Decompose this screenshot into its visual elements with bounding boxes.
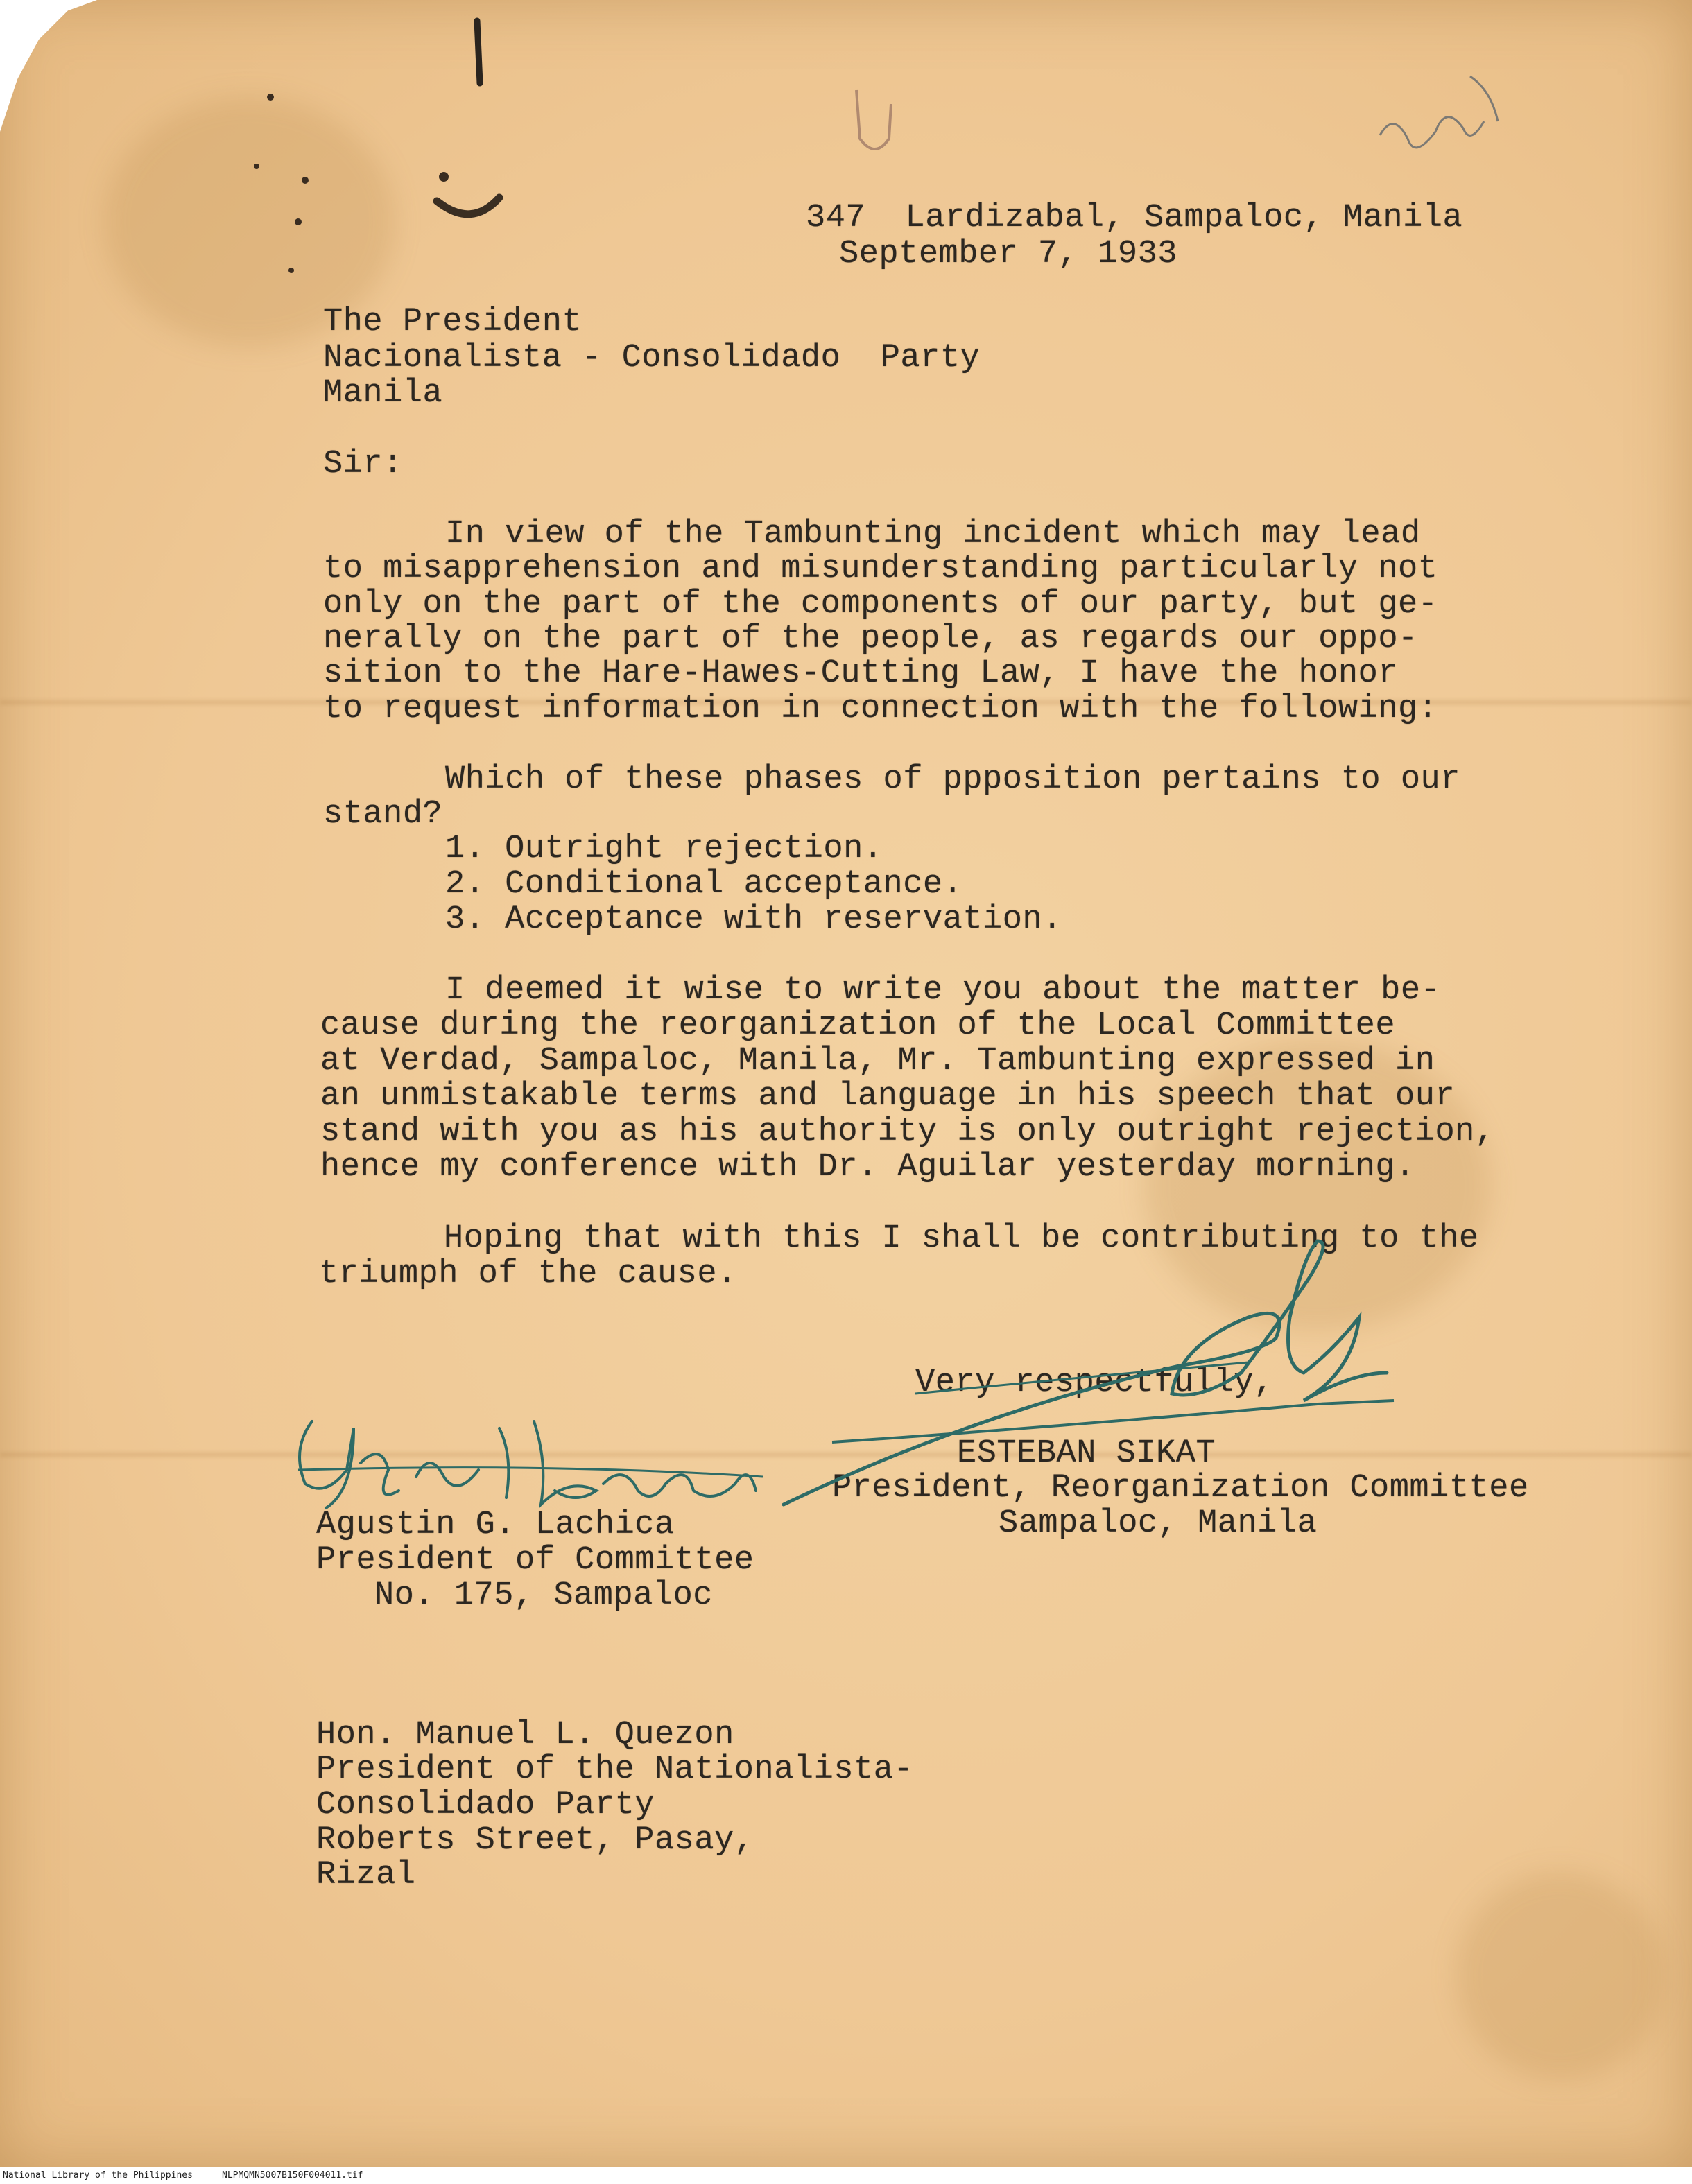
body-line: triumph of the cause. [319, 1256, 737, 1292]
inside-address-line: The President [323, 304, 582, 340]
body-line: only on the part of the components of our party, but ge- [323, 586, 1438, 623]
option-item: 2. Conditional acceptance. [445, 866, 963, 903]
signatory-right-place: Sampaloc, Manila [999, 1505, 1318, 1542]
question-line: stand? [323, 796, 443, 833]
option-item: 1. Outright rejection. [445, 831, 883, 867]
fold-crease [0, 1453, 1692, 1457]
body-line: I deemed it wise to write you about the matter be- [445, 972, 1441, 1009]
addressee-line: Rizal [316, 1857, 416, 1893]
body-line: Hoping that with this I shall be contributing to the [444, 1220, 1479, 1257]
body-line: In view of the Tambunting incident which may lead [445, 516, 1421, 553]
body-line: stand with you as his authority is only outright rejection, [320, 1113, 1495, 1150]
sender-address: 347 Lardizabal, Sampaloc, Manila [806, 200, 1463, 236]
archive-file-id: NLPMQMN5007B150F004011.tif [222, 2170, 363, 2181]
body-line: an unmistakable terms and language in his speech that our [320, 1078, 1456, 1115]
body-line: to misapprehension and misunderstanding particularly not [323, 551, 1438, 587]
question-line: Which of these phases of ppposition pertains to our [445, 761, 1460, 798]
body-line: sition to the Hare-Hawes-Cutting Law, I have the honor [323, 655, 1399, 692]
signatory-right-name: ESTEBAN SIKAT [957, 1435, 1216, 1472]
signatory-left-place: No. 175, Sampaloc [374, 1577, 713, 1614]
complimentary-close: Very respectfully, [915, 1364, 1274, 1401]
body-line: hence my conference with Dr. Aguilar yesterday morning. [320, 1149, 1415, 1186]
letter-date: September 7, 1933 [839, 236, 1177, 272]
inside-address-line: Nacionalista - Consolidado Party [323, 340, 981, 376]
signatory-right-title: President, Reorganization Committee [832, 1470, 1529, 1507]
archive-library-caption: National Library of the Philippines [3, 2170, 193, 2181]
addressee-line: Consolidado Party [316, 1787, 655, 1823]
signatory-left-name: Agustin G. Lachica [316, 1507, 675, 1543]
addressee-line: Hon. Manuel L. Quezon [316, 1717, 734, 1753]
inside-address-line: Manila [323, 375, 443, 412]
body-line: at Verdad, Sampaloc, Manila, Mr. Tambunting expressed in [320, 1043, 1435, 1080]
salutation: Sir: [323, 446, 403, 483]
paper-stain [1456, 1872, 1664, 2080]
addressee-line: President of the Nationalista- [316, 1751, 914, 1788]
signatory-left-title: President of Committee [316, 1542, 754, 1579]
torn-corner [0, 0, 97, 132]
option-item: 3. Acceptance with reservation. [445, 901, 1062, 938]
body-line: cause during the reorganization of the Local Committee [320, 1007, 1396, 1044]
addressee-line: Roberts Street, Pasay, [316, 1822, 754, 1859]
body-line: to request information in connection with the following: [323, 691, 1438, 727]
body-line: nerally on the part of the people, as regards our oppo- [323, 621, 1418, 657]
